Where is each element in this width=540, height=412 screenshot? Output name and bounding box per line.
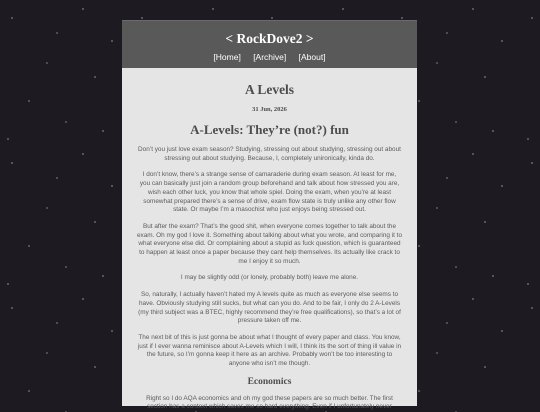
nav-about-link[interactable]: [About] [298,52,326,62]
main-nav [122,52,417,62]
page-title: A Levels [244,82,295,97]
post-paragraph: I don’t know, there’s a strange sense of camaraderie during exam season. At least for me, you can basically just join a random group beforehand and talk about how stressed you are, wish each other luck, you know that whole spiel. Doing the exam, when you’re at least somewhat prepared there’s a sense of drive, exam flow state is truly unlike any other flow state. Or maybe I’m a masochist who just enjoys being stressed out. [139,171,400,214]
main-content[interactable] [122,68,417,411]
site-title[interactable]: < RockDove2 > [225,31,314,46]
site-header [122,20,417,68]
post-paragraph: Right so I do AQA economics and oh my god these papers are so much better. The first section has a context which saves me so hard everything. Even if I unfortunately never [146,394,393,411]
post-title: A-Levels: They’re (not?) fun [190,122,349,137]
post-paragraph: Don’t you just love exam season? Studying, stressing out about studying, stressing out about stressing out about studying. Because, I, completely unironically, kinda do. [138,146,401,162]
nav-home-link[interactable]: [Home] [213,52,241,62]
post-paragraph: The next bit of this is just gonna be about what I thought of every paper and class. You know, just if I ever wanna reminisce about A-Levels which I will, I think its the sort of thing ill value in the future, so I’m gonna keep it here as an archive. Probably won’t be too interesting to anyone who isn’t me though. [137,333,402,368]
page-container [122,20,417,411]
post-paragraph: But after the exam? That’s the good shit, when everyone comes together to talk about the exam. Oh my god I love it. Something about talking about what you wrote, and comparing it to what everyone else did. Or complaining about a stupid as fuck question, which is guaranteed to happen at least once a paper because they cant help themselves. Its actually like crack to me I enjoy it so much. [137,222,403,265]
post-date: 31 Jun, 2026 [252,106,287,113]
post-paragraph: So, naturally, I actually haven’t hated my A levels quite as much as everyone else seems to have. Obviously studying still sucks, but what can you do. And to be fair, I only do 2 A-Levels (my third subject was a BTEC, highly recommend they’re free qualifications), so that’s a lot of pressure taken off me. [138,291,401,325]
section-heading-economics: Economics [247,376,292,387]
post-paragraph: I may be slightly odd (or lonely, probably both) leave me alone. [180,274,359,282]
nav-archive-link[interactable]: [Archive] [253,52,287,62]
